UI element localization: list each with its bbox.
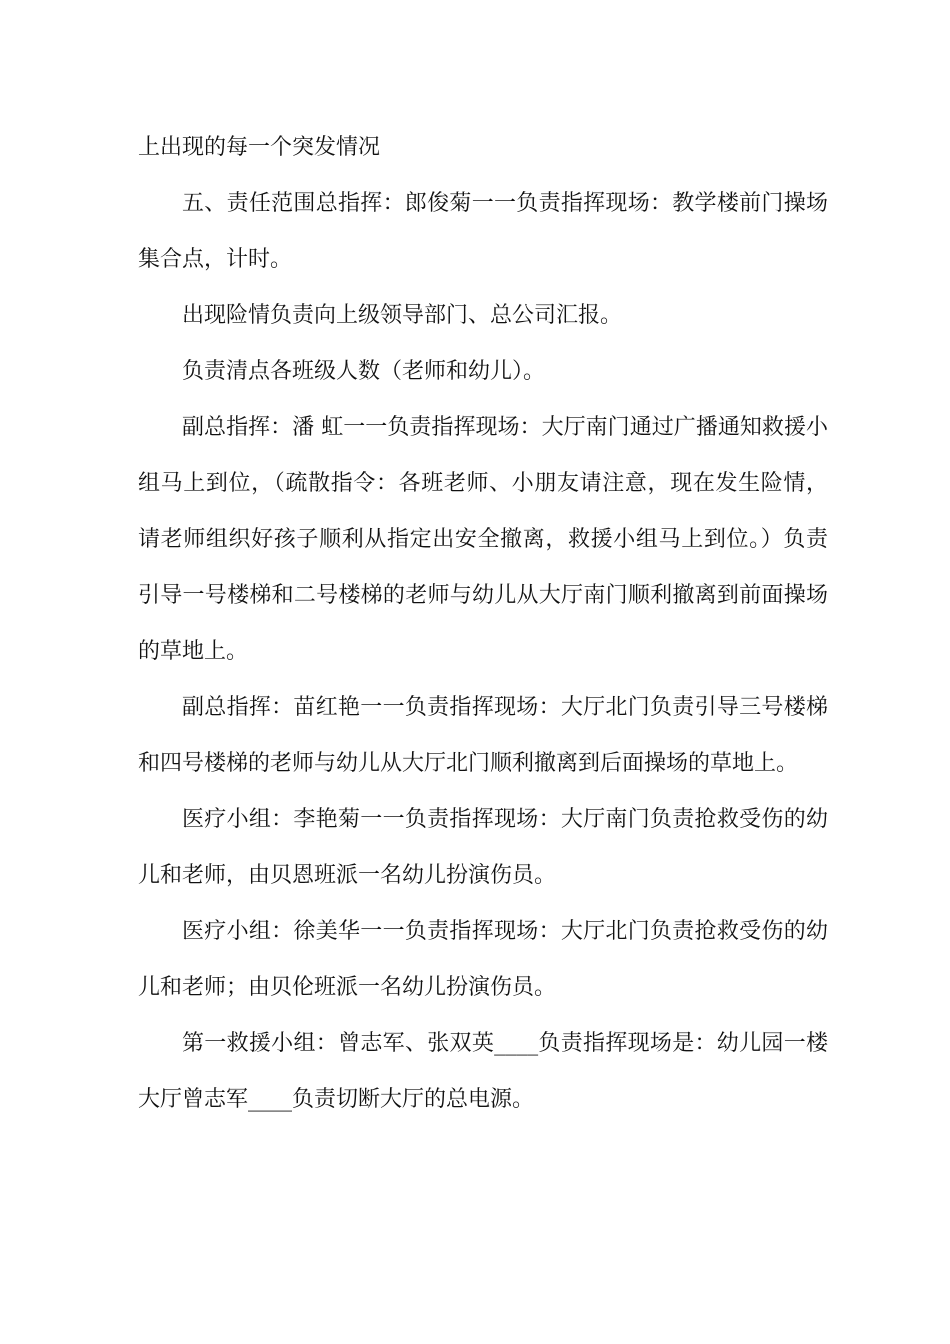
paragraph-count-students: 负责清点各班级人数（老师和幼儿）。 <box>182 359 546 384</box>
paragraph-medical-team-south: 医疗小组：李艳菊一一负责指挥现场：大厅南门负责抢救受伤的幼儿和老师，由贝恩班派一名幼儿扮演伤员。 <box>138 807 828 888</box>
paragraph-report-danger: 出现险情负责向上级领导部门、总公司汇报。 <box>182 303 623 328</box>
document-body <box>138 120 828 1128</box>
paragraph-deputy-commander-south: 副总指挥：潘 虹一一负责指挥现场：大厅南门通过广播通知救援小组马上到位，（疏散指令：各班老师、小朋友请注意，现在发生险情，请老师组织好孩子顺利从指定出安全撤离，救援小组马上到位。）负责引导一号楼梯和二号楼梯的老师与幼儿从大厅南门顺利撤离到前面操场的草地上。 <box>138 415 828 664</box>
paragraph-responsibility-scope: 五、责任范围总指挥：郎俊菊一一负责指挥现场：教学楼前门操场集合点，计时。 <box>138 191 828 272</box>
paragraph-medical-team-north: 医疗小组：徐美华一一负责指挥现场：大厅北门负责抢救受伤的幼儿和老师；由贝伦班派一名幼儿扮演伤员。 <box>138 919 828 1000</box>
paragraph-rescue-team-one: 第一救援小组：曾志军、张双英____负责指挥现场是：幼儿园一楼大厅曾志军____负责切断大厅的总电源。 <box>138 1031 828 1112</box>
paragraph-continuation: 上出现的每一个突发情况 <box>138 135 381 160</box>
paragraph-deputy-commander-north: 副总指挥：苗红艳一一负责指挥现场：大厅北门负责引导三号楼梯和四号楼梯的老师与幼儿从大厅北门顺利撤离到后面操场的草地上。 <box>138 695 828 776</box>
